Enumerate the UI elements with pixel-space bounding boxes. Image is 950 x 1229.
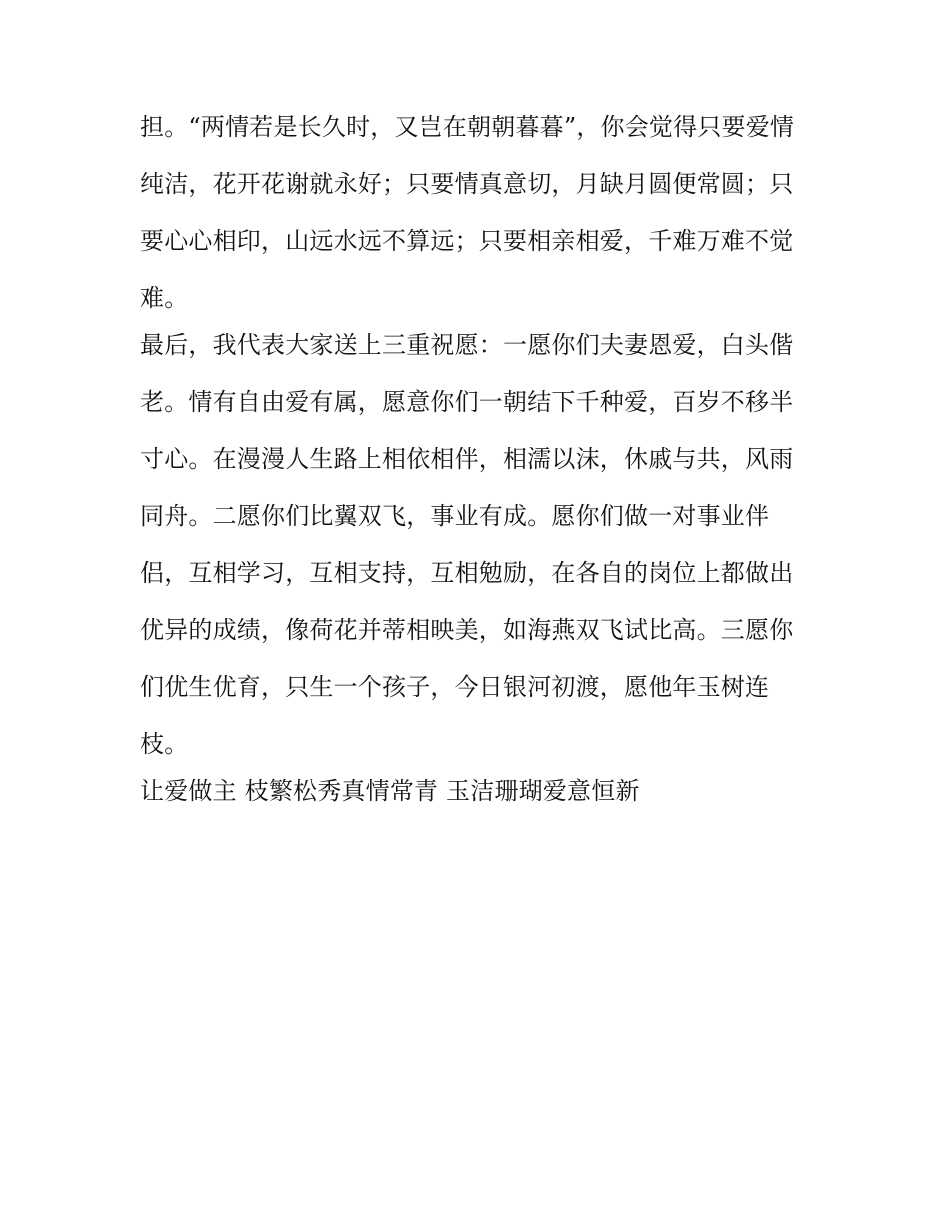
text-line: 最后，我代表大家送上三重祝愿：一愿你们夫妻恩爱，白头偕 (140, 331, 794, 359)
text-line: 难。 (140, 284, 189, 312)
text-line: 枝。 (140, 730, 189, 758)
document-body (140, 110, 812, 831)
text-line: 担。“两情若是长久时，又岂在朝朝暮暮”，你会觉得只要爱情 (140, 113, 795, 141)
text-line: 们优生优育，只生一个孩子，今日银河初渡，愿他年玉树连 (140, 673, 770, 701)
closing-line: 让爱做主 枝繁松秀真情常青 玉洁珊瑚爱意恒新 (140, 777, 640, 805)
text-line: 侣，互相学习，互相支持，互相勉励，在各自的岗位上都做出 (140, 559, 794, 587)
text-line: 优异的成绩，像荷花并蒂相映美，如海燕双飞试比高。三愿你 (140, 616, 794, 644)
text-line: 寸心。在漫漫人生路上相依相伴，相濡以沫，休戚与共，风雨 (140, 445, 794, 473)
text-line: 纯洁，花开花谢就永好；只要情真意切，月缺月圆便常圆；只 (140, 170, 794, 198)
text-line: 要心心相印，山远水远不算远；只要相亲相爱，千难万难不觉 (140, 227, 794, 255)
text-line: 同舟。二愿你们比翼双飞，事业有成。愿你们做一对事业伴 (140, 502, 770, 530)
text-line: 老。情有自由爱有属，愿意你们一朝结下千种爱，百岁不移半 (140, 388, 794, 416)
